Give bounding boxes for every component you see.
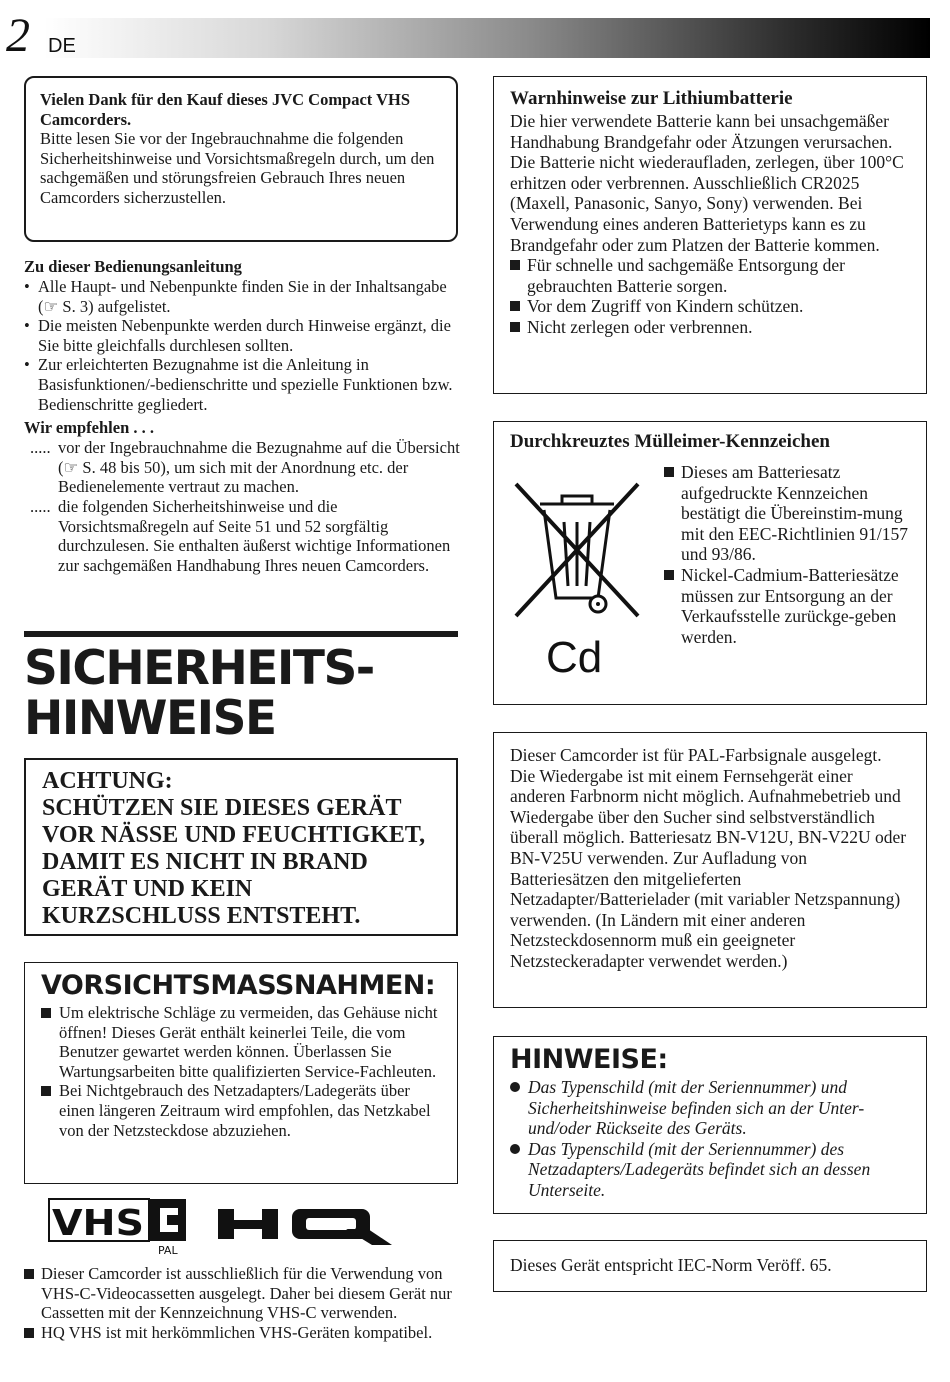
vorsicht-text: Um elektrische Schläge zu vermeiden, das Gehäuse nicht öffnen! Dieses Gerät enthält keinerlei Teile, die vom Benutzer gewartet werden können. Überlassen Sie Wartungsarbeiten bitte qualifizierten Service-Fachleuten.: [59, 1003, 438, 1081]
list-item: [24, 1323, 464, 1343]
manual-heading: Zu dieser Bedienungsanleitung: [24, 257, 242, 276]
header-gradient-bar: [44, 18, 930, 58]
list-item: [664, 565, 914, 647]
lithium-box: [493, 76, 927, 394]
list-item: [510, 1077, 910, 1139]
dots-prefix: .....: [30, 496, 51, 516]
list-item: [510, 1139, 910, 1201]
cd-label: Cd: [546, 633, 603, 682]
list-item: • Zur erleichterten Bezugnahme ist die Anleitung in Basisfunktionen/-bedienschritte und spezielle Funktionen bzw. Bedienschritte gegliedert.: [24, 355, 464, 414]
list-item: [510, 255, 910, 296]
recommend-heading: Wir empfehlen . . .: [24, 418, 155, 438]
page-number: 2: [6, 9, 30, 62]
achtung-line: KURZSCHLUSS ENTSTEHT.: [42, 903, 361, 929]
vhs-logo-text: VHS: [52, 1203, 144, 1244]
achtung-line: DAMIT ES NICHT IN BRAND: [42, 849, 368, 875]
list-item: [664, 462, 914, 565]
hq-logo: [218, 1207, 394, 1254]
achtung-line: SCHÜTZEN SIE DIESES GERÄT: [42, 795, 402, 821]
safety-title-line2: HINWEISE: [24, 691, 276, 746]
iec-text: Dieses Gerät entspricht IEC-Norm Veröff. 65.: [510, 1255, 832, 1275]
lithium-item-text: Nicht zerlegen oder verbrennen.: [527, 316, 753, 337]
pal-text: Dieser Camcorder ist für PAL-Farbsignale ausgelegt. Die Wiedergabe ist mit einem Fernsehgerät einer anderen Farbnorm nicht möglich. Aufnahmebetrieb und Wiedergabe über den Sucher sind selbstverständlich überall möglich. Batteriesatz BN-V12U, BN-V22U oder BN-V25U verwenden. Zur Aufladung von Batteriesätzen den mitgelieferten Netzadapter/Batterielader (mit variabler Netzspannung) verwenden. (In Ländern mit einer anderen Netzsteckdosennorm muß ein geeigneter Netzsteckeradapter verwendet werden.): [510, 745, 907, 971]
list-item: [510, 317, 910, 338]
section-rule: [24, 631, 458, 637]
waste-item-text: Nickel-Cadmium-Batteriesätze müssen zur Entsorgung an der Verkaufsstelle zurückge-geben werden.: [681, 564, 899, 647]
waste-bin-box: [493, 421, 927, 705]
list-item: [24, 438, 464, 497]
pal-label: PAL: [158, 1244, 178, 1256]
hinweise-text: Das Typenschild (mit der Seriennummer) des Netzadapters/Ladegeräts befindet sich an dessen Unterseite.: [528, 1138, 871, 1200]
bottom-text: Dieser Camcorder ist ausschließlich für die Verwendung von VHS-C-Videocassetten ausgelegt. Daher bei diesem Gerät nur Cassetten mit der Kennzeichnung VHS-C verwenden.: [41, 1264, 452, 1323]
square-bullet-icon: [664, 467, 674, 477]
intro-bold-line: Vielen Dank für den Kauf dieses JVC Compact VHS Camcorders.: [40, 90, 411, 129]
square-bullet-icon: [510, 322, 520, 332]
square-bullet-icon: [664, 570, 674, 580]
bottom-list: [24, 1264, 464, 1342]
dots-prefix: .....: [30, 438, 51, 458]
vhs-c-logo: [48, 1198, 188, 1261]
hinweise-heading: HINWEISE:: [510, 1044, 668, 1075]
square-bullet-icon: [41, 1008, 51, 1018]
recommend-text: vor der Ingebrauchnahme die Bezugnahme auf die Übersicht (☞ S. 48 bis 50), um sich mit der Anordnung etc. der Bedienelemente vertraut zu machen.: [58, 438, 460, 497]
achtung-line: ACHTUNG:: [42, 768, 173, 794]
vorsicht-heading: VORSICHTSMASSNAHMEN:: [41, 970, 436, 1001]
pal-info-box: [493, 732, 927, 1008]
square-bullet-icon: [510, 260, 520, 270]
hinweise-text: Das Typenschild (mit der Seriennummer) und Sicherheitshinweise befinden sich an der Unter- und/oder Rückseite des Geräts.: [528, 1077, 865, 1139]
square-bullet-icon: [510, 301, 520, 311]
achtung-box: [24, 758, 458, 936]
list-item: [510, 296, 910, 317]
list-item: [24, 1264, 464, 1323]
language-label: DE: [48, 35, 76, 57]
lithium-heading: Warnhinweise zur Lithiumbatterie: [510, 88, 793, 109]
list-item: • Alle Haupt- und Nebenpunkte finden Sie in der Inhaltsangabe (☞ S. 3) aufgelistet.: [24, 277, 464, 316]
manual-section: [24, 257, 464, 575]
list-item: [41, 1003, 441, 1081]
lithium-item-text: Für schnelle und sachgemäße Entsorgung der gebrauchten Batterie sorgen.: [527, 255, 845, 296]
recommend-text: die folgenden Sicherheitshinweise und die Vorsichtsmaßregeln auf Seite 51 und 52 sorgfältig durchzulesen. Sie enthalten äußerst wichtige Informationen zur sachgemäßen Handhabung Ihres neuen Camcorders.: [58, 496, 451, 575]
vorsicht-box: [24, 962, 458, 1184]
square-bullet-icon: [24, 1328, 34, 1338]
waste-item-text: Dieses am Batteriesatz aufgedruckte Kennzeichen bestätigt die Übereinstim-mung mit den EEC-Richtlinien 91/157 und 93/86.: [681, 462, 908, 565]
intro-text: Bitte lesen Sie vor der Ingebrauchnahme die folgenden Sicherheitshinweise und Vorsichtsmaßregeln durch, um den sachgemäßen und störungsfreien Gebrauch Ihres neuen Camcorders sicherzustellen.: [40, 129, 435, 207]
waste-bin-heading: Durchkreuztes Mülleimer-Kennzeichen: [510, 431, 830, 452]
list-item: [24, 497, 464, 575]
bottom-text: HQ VHS ist mit herkömmlichen VHS-Geräten kompatibel.: [41, 1322, 433, 1342]
safety-title: [24, 641, 374, 746]
hq-logo-text: HQ: [218, 1247, 220, 1248]
round-bullet-icon: [510, 1144, 520, 1154]
safety-title-line1: SICHERHEITS-: [24, 641, 374, 696]
square-bullet-icon: [24, 1269, 34, 1279]
round-bullet-icon: [510, 1082, 520, 1092]
intro-box: [24, 76, 458, 242]
list-item: [41, 1081, 441, 1140]
lithium-text: Die hier verwendete Batterie kann bei unsachgemäßer Handhabung Brandgefahr oder Ätzungen verursachen. Die Batterie nicht wiederaufladen, zerlegen, über 100°C erhitzen oder verbrennen. Ausschließlich CR2025 (Maxell, Panasonic, Sanyo, Sony) verwenden. Bei Verwendung eines anderen Batterietyps kann es zu Brandgefahr oder zum Platzen der Batterie kommen.: [510, 111, 904, 255]
iec-box: [493, 1240, 927, 1292]
square-bullet-icon: [41, 1086, 51, 1096]
list-item: • Die meisten Nebenpunkte werden durch Hinweise ergänzt, die Sie bitte gleichfalls durchlesen sollten.: [24, 316, 464, 355]
hinweise-box: [493, 1036, 927, 1214]
vorsicht-text: Bei Nichtgebrauch des Netzadapters/Ladegeräts über einen längeren Zeitraum wird empfohlen, das Netzkabel von der Netzsteckdose abzuziehen.: [59, 1081, 431, 1140]
achtung-line: GERÄT UND KEIN: [42, 876, 253, 902]
waste-bin-list: [664, 462, 914, 647]
achtung-line: VOR NÄSSE UND FEUCHTIGKET,: [42, 822, 426, 848]
crossed-bin-icon: [512, 482, 642, 627]
lithium-item-text: Vor dem Zugriff von Kindern schützen.: [527, 296, 804, 317]
